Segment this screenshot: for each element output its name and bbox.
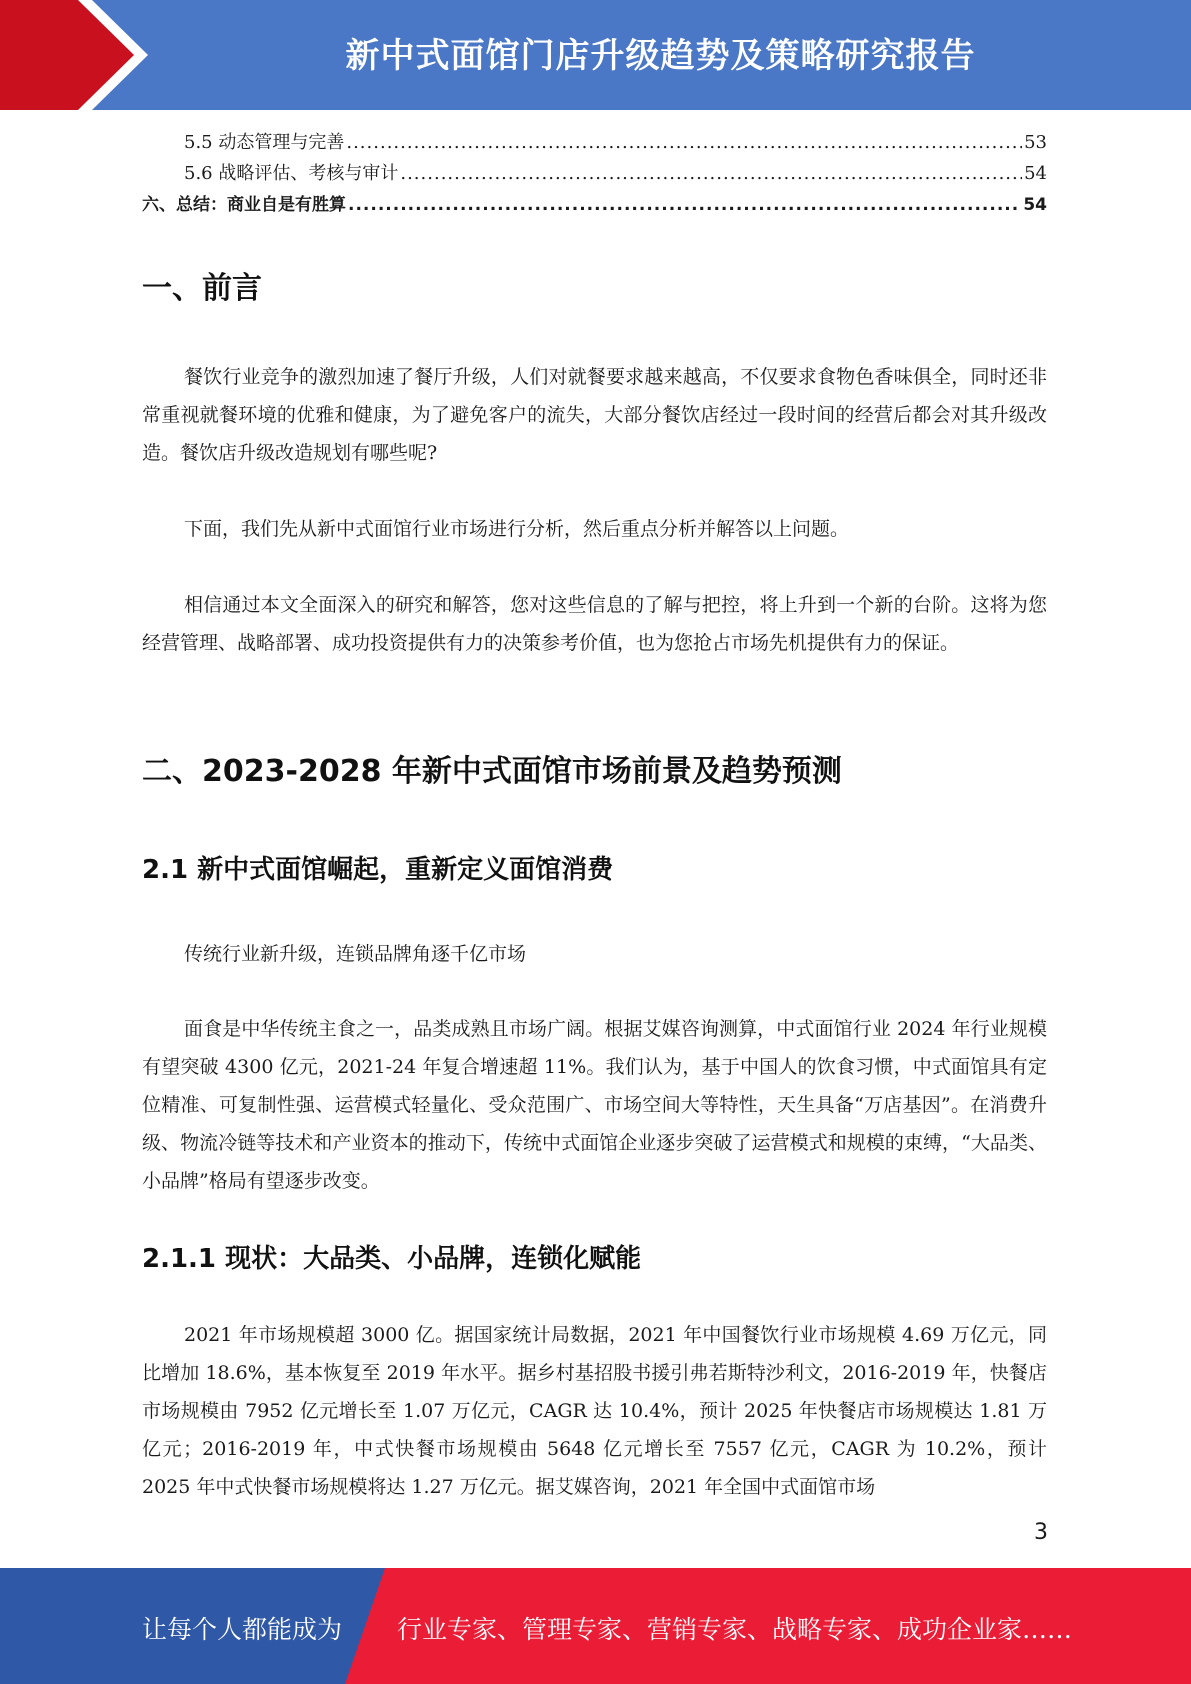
subsection-heading: 2.1 新中式面馆崛起，重新定义面馆消费 [142, 855, 614, 885]
footer-slogan-right: 行业专家、管理专家、营销专家、战略专家、成功企业家…… [397, 1615, 1073, 1644]
toc-item[interactable] [142, 128, 1047, 159]
page-number: 3 [1034, 1520, 1048, 1545]
table-of-contents [142, 128, 1047, 221]
paragraph: 面食是中华传统主食之一，品类成熟且市场广阔。根据艾媒咨询测算，中式面馆行业 2024 年行业规模有望突破 4300 亿元，2021-24 年复合增速超 11%。我们认为，基于中国人的饮食习惯，中式面馆具有定位精准、可复制性强、运营模式轻量化、受众范围广、市场空间大等特性，天生具备“万店基因”。在消费升级、物流冷链等技术和产业资本的推动下，传统中式面馆企业逐步突破了运营模式和规模的束缚，“大品类、小品牌”格局有望逐步改变。 [142, 1018, 1047, 1192]
toc-item-label: 5.5 动态管理与完善 [184, 132, 345, 153]
paragraph: 餐饮行业竞争的激烈加速了餐厅升级，人们对就餐要求越来越高，不仅要求食物色香味俱全，同时还非常重视就餐环境的优雅和健康，为了避免客户的流失，大部分餐饮店经过一段时间的经营后都会对其升级改造。餐饮店升级改造规划有哪些呢? [142, 366, 1047, 464]
section-heading-preface: 一、前言 [142, 271, 262, 306]
toc-item-page: 54 [1024, 163, 1047, 184]
paragraph: 传统行业新升级，连锁品牌角逐千亿市场 [184, 943, 527, 965]
footer-slogan-left: 让每个人都能成为 [142, 1615, 343, 1644]
toc-item-label: 六、总结：商业自是有胜算 [142, 195, 346, 215]
toc-item-label: 5.6 战略评估、考核与审计 [184, 163, 399, 184]
toc-item-page: 53 [1024, 132, 1047, 153]
toc-item[interactable] [142, 190, 1047, 221]
toc-leader [348, 195, 1021, 215]
document-title: 新中式面馆门店升级趋势及策略研究报告 [345, 36, 976, 76]
toc-item-page: 54 [1023, 195, 1047, 215]
toc-leader [346, 132, 1022, 153]
paragraph: 相信通过本文全面深入的研究和解答，您对这些信息的了解与把控，将上升到一个新的台阶。这将为您经营管理、战略部署、成功投资提供有力的决策参考价值，也为您抢占市场先机提供有力的保证。 [142, 594, 1047, 654]
header-banner [0, 0, 1191, 110]
section-heading-forecast: 二、2023-2028 年新中式面馆市场前景及趋势预测 [142, 754, 842, 789]
toc-leader [400, 163, 1022, 184]
toc-item[interactable] [142, 159, 1047, 190]
footer-banner [0, 1568, 1191, 1684]
header-chevron-icon [0, 0, 160, 110]
paragraph: 下面，我们先从新中式面馆行业市场进行分析，然后重点分析并解答以上问题。 [184, 518, 850, 540]
subsubsection-heading: 2.1.1 现状：大品类、小品牌，连锁化赋能 [142, 1244, 642, 1274]
paragraph: 2021 年市场规模超 3000 亿。据国家统计局数据，2021 年中国餐饮行业市场规模 4.69 万亿元，同比增加 18.6%，基本恢复至 2019 年水平。据乡村基招股书援引弗若斯特沙利文，2016-2019 年，快餐店市场规模由 7952 亿元增长至 1.07 万亿元，CAGR 达 10.4%，预计 2025 年快餐店市场规模达 1.81 万亿元；2016-2019 年，中式快餐市场规模由 5648 亿元增长至 7557 亿元，CAGR 为 10.2%，预计 2025 年中式快餐市场规模将达 1.27 万亿元。据艾媒咨询，2021 年全国中式面馆市场 [142, 1324, 1047, 1498]
